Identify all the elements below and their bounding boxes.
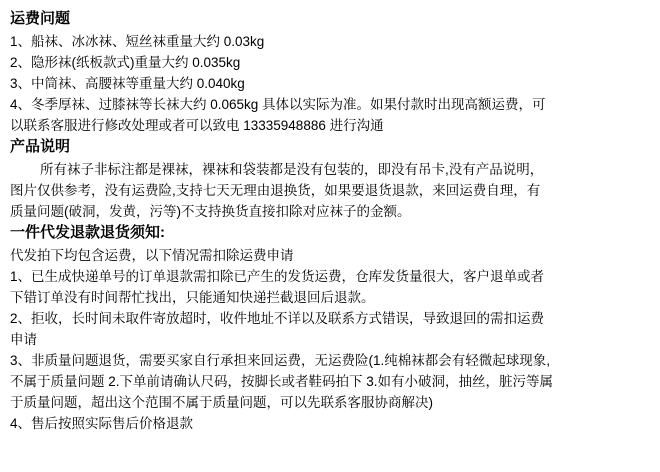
dropship-line-4: 4、售后按照实际售后价格退款 bbox=[10, 416, 194, 431]
dropship-line-3-cont-b: 于质量问题，超出这个范围不属于质量问题，可以先联系客服协商解决) bbox=[10, 395, 433, 410]
shipping-line-4-cont: 以联系客服进行修改处理或者可以致电 13335948886 进行沟通 bbox=[10, 118, 384, 133]
dropship-line-3: 3、非质量问题退货，需要买家自行承担来回运费，无运费险(1.纯棉袜都会有轻微起球现象, bbox=[10, 353, 551, 368]
section-title-dropship-refund: 一件代发退款退货须知: bbox=[10, 224, 165, 241]
dropship-line-1: 1、已生成快递单号的订单退款需扣除已产生的发货运费，仓库发货量很大，客户退单或者 bbox=[10, 269, 545, 284]
section-title-product-description: 产品说明 bbox=[10, 138, 71, 155]
product-line-3: 质量问题(破洞，发黄，污等)不支持换货直接扣除对应袜子的金额。 bbox=[10, 204, 411, 219]
product-line-2: 图片仅供参考，没有运费险,支持七天无理由退换货，如果要退货退款，来回运费自理，有 bbox=[10, 183, 541, 198]
section-shipping-issues bbox=[10, 8, 650, 136]
product-line-1: 所有袜子非标注都是裸袜，裸袜和袋装都是没有包装的，即没有吊卡,没有产品说明， bbox=[40, 162, 544, 177]
dropship-line-1-cont: 下错订单没有时间帮忙找出，只能通知快递拦截退回后退款。 bbox=[10, 290, 375, 305]
dropship-line-2-cont: 申请 bbox=[10, 332, 37, 347]
shipping-line-2: 2、隐形袜(纸板款式)重量大约 0.035kg bbox=[10, 55, 241, 70]
dropship-line-2: 2、拒收，长时间未取件寄放超时，收件地址不详以及联系方式错误，导致退回的需扣运费 bbox=[10, 311, 545, 326]
dropship-line-intro: 代发拍下均包含运费，以下情况需扣除运费申请 bbox=[10, 248, 294, 263]
shipping-line-4: 4、冬季厚袜、过膝袜等长袜大约 0.065kg 具体以实际为准。如果付款时出现高额运费，可 bbox=[10, 97, 546, 112]
shipping-line-1: 1、船袜、冰冰袜、短丝袜重量大约 0.03kg bbox=[10, 34, 265, 49]
section-product-description bbox=[10, 136, 650, 222]
section-dropship-refund bbox=[10, 222, 650, 434]
section-title-shipping-issues: 运费问题 bbox=[10, 10, 71, 27]
shipping-line-3: 3、中筒袜、高腰袜等重量大约 0.040kg bbox=[10, 76, 245, 91]
dropship-line-3-cont-a: 不属于质量问题 2.下单前请确认尺码，按脚长或者鞋码拍下 3.如有小破洞，抽丝，脏污等属 bbox=[10, 374, 554, 389]
